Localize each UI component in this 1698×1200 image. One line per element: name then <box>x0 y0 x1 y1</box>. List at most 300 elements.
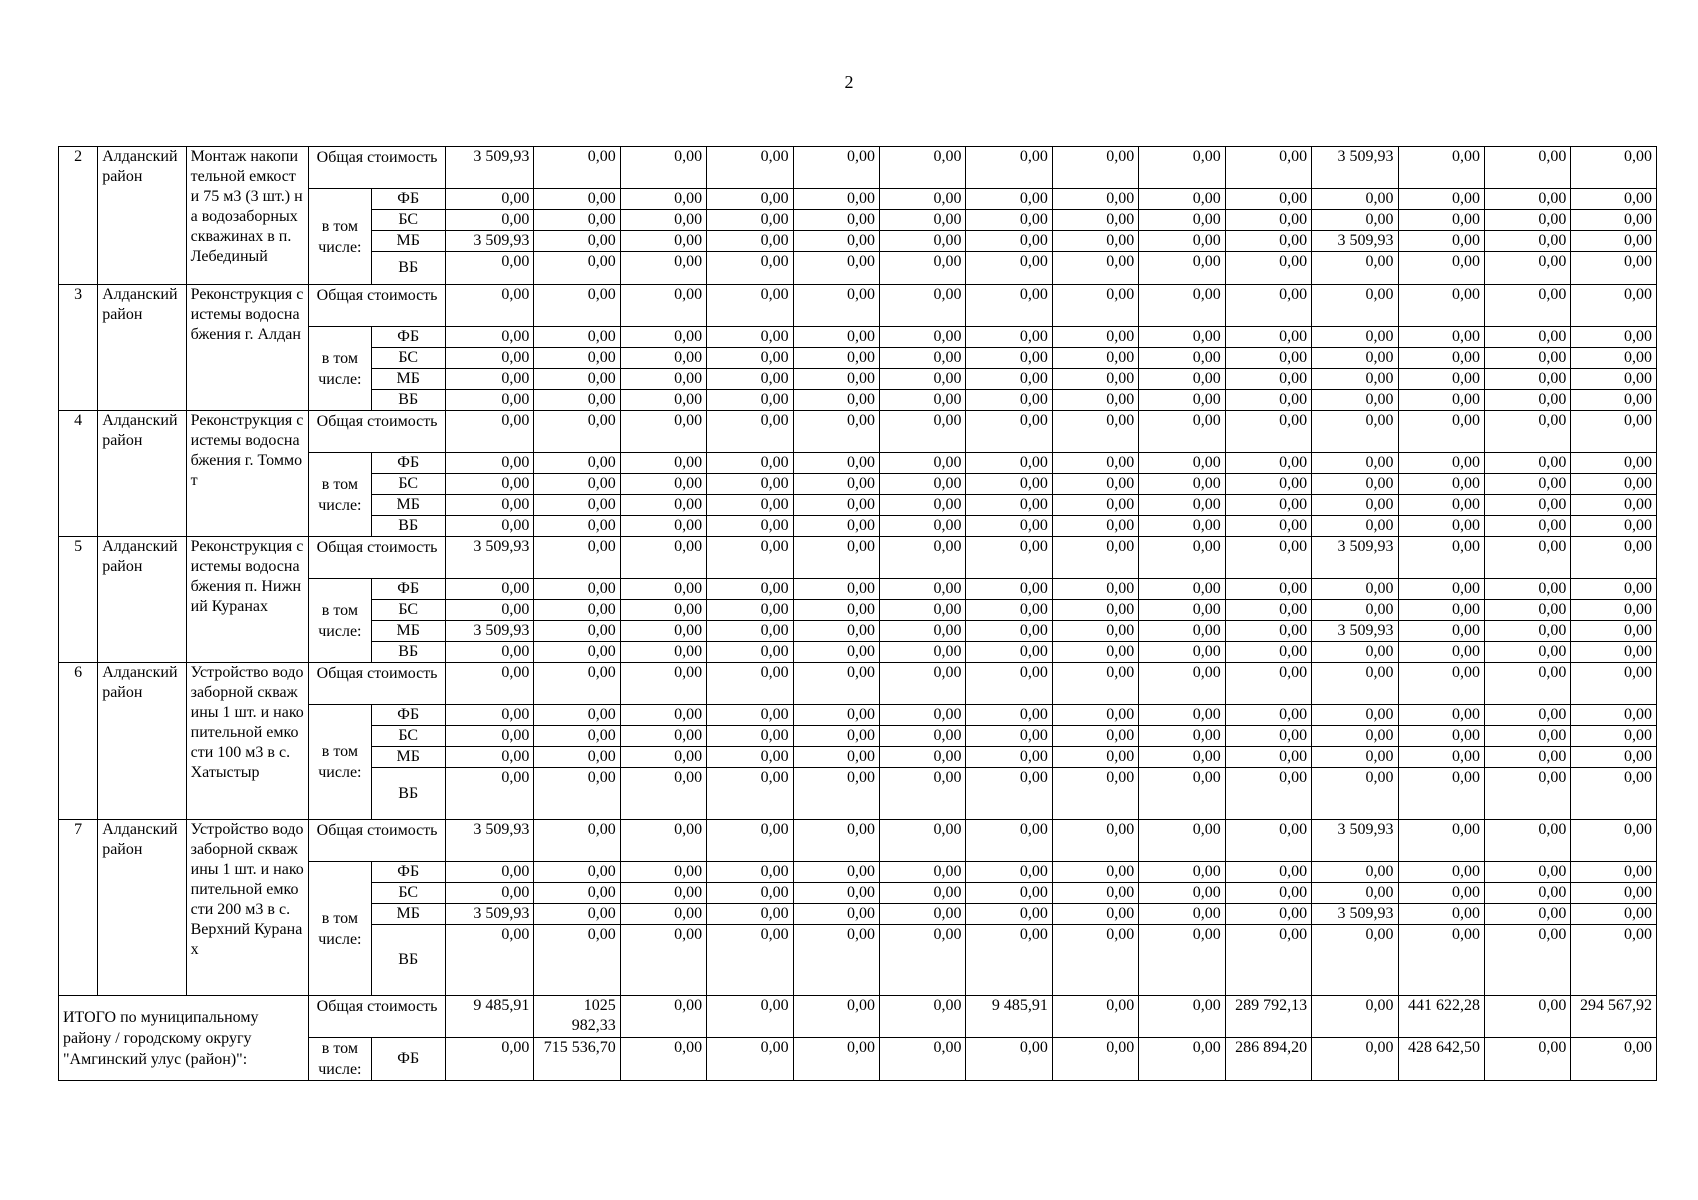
value-cell: 0,00 <box>966 579 1052 600</box>
value-cell: 0,00 <box>880 996 966 1038</box>
value-cell: 0,00 <box>1139 579 1225 600</box>
value-cell: 0,00 <box>1484 390 1570 411</box>
value-cell: 0,00 <box>1484 147 1570 189</box>
value-cell: 0,00 <box>1139 768 1225 820</box>
value-cell: 0,00 <box>1484 621 1570 642</box>
value-cell: 0,00 <box>1225 768 1311 820</box>
value-cell: 0,00 <box>966 642 1052 663</box>
value-cell: 0,00 <box>445 453 533 474</box>
value-cell: 0,00 <box>1139 621 1225 642</box>
value-cell: 0,00 <box>1052 1038 1138 1081</box>
value-cell: 0,00 <box>1225 642 1311 663</box>
value-cell: 3 509,93 <box>445 537 533 579</box>
value-cell: 0,00 <box>445 411 533 453</box>
value-cell: 0,00 <box>1225 747 1311 768</box>
value-cell: 0,00 <box>707 705 793 726</box>
value-cell: 715 536,70 <box>534 1038 620 1081</box>
value-cell: 0,00 <box>1571 1038 1657 1081</box>
value-cell: 0,00 <box>1139 453 1225 474</box>
value-cell: 0,00 <box>1139 820 1225 862</box>
value-cell: 0,00 <box>620 925 706 996</box>
value-cell: 0,00 <box>1571 495 1657 516</box>
source-label: МБ <box>371 231 445 252</box>
value-cell: 0,00 <box>1312 600 1398 621</box>
value-cell: 0,00 <box>1052 147 1138 189</box>
value-cell: 0,00 <box>966 621 1052 642</box>
source-label: ВБ <box>371 252 445 285</box>
value-cell: 0,00 <box>620 285 706 327</box>
row-number: 7 <box>59 820 98 996</box>
including-label: в том числе: <box>309 189 371 285</box>
value-cell: 0,00 <box>620 600 706 621</box>
value-cell: 0,00 <box>1312 768 1398 820</box>
source-label: МБ <box>371 495 445 516</box>
value-cell: 0,00 <box>793 369 879 390</box>
value-cell: 0,00 <box>445 348 533 369</box>
page-number: 2 <box>844 72 854 92</box>
value-cell: 0,00 <box>880 369 966 390</box>
value-cell: 0,00 <box>1398 210 1484 231</box>
value-cell: 9 485,91 <box>966 996 1052 1038</box>
value-cell: 0,00 <box>1484 726 1570 747</box>
value-cell: 0,00 <box>445 189 533 210</box>
value-cell: 1025 982,33 <box>534 996 620 1038</box>
value-cell: 0,00 <box>1571 390 1657 411</box>
value-cell: 0,00 <box>966 862 1052 883</box>
source-label: МБ <box>371 904 445 925</box>
source-label: ВБ <box>371 390 445 411</box>
value-cell: 0,00 <box>1312 705 1398 726</box>
value-cell: 0,00 <box>1398 147 1484 189</box>
value-cell: 0,00 <box>1139 369 1225 390</box>
value-cell: 0,00 <box>445 726 533 747</box>
value-cell: 0,00 <box>793 495 879 516</box>
value-cell: 0,00 <box>1484 285 1570 327</box>
value-cell: 0,00 <box>966 147 1052 189</box>
value-cell: 0,00 <box>707 231 793 252</box>
value-cell: 0,00 <box>880 348 966 369</box>
value-cell: 0,00 <box>1052 411 1138 453</box>
value-cell: 0,00 <box>620 231 706 252</box>
value-cell: 0,00 <box>707 925 793 996</box>
value-cell: 0,00 <box>1225 904 1311 925</box>
value-cell: 0,00 <box>1052 663 1138 705</box>
value-cell: 0,00 <box>534 642 620 663</box>
source-label: ФБ <box>371 1038 445 1081</box>
value-cell: 0,00 <box>1398 747 1484 768</box>
value-cell: 0,00 <box>707 820 793 862</box>
value-cell: 0,00 <box>1312 996 1398 1038</box>
value-cell: 0,00 <box>1312 369 1398 390</box>
source-label: ФБ <box>371 327 445 348</box>
value-cell: 0,00 <box>880 453 966 474</box>
value-cell: 0,00 <box>620 642 706 663</box>
including-label: в том числе: <box>309 579 371 663</box>
value-cell: 0,00 <box>620 663 706 705</box>
value-cell: 0,00 <box>1139 726 1225 747</box>
value-cell: 0,00 <box>1484 453 1570 474</box>
value-cell: 0,00 <box>620 747 706 768</box>
value-cell: 0,00 <box>1312 348 1398 369</box>
value-cell: 0,00 <box>1225 252 1311 285</box>
value-cell: 0,00 <box>620 495 706 516</box>
value-cell: 0,00 <box>1225 231 1311 252</box>
value-cell: 0,00 <box>1484 862 1570 883</box>
value-cell: 0,00 <box>707 747 793 768</box>
value-cell: 0,00 <box>1571 210 1657 231</box>
value-cell: 0,00 <box>966 495 1052 516</box>
value-cell: 0,00 <box>1225 579 1311 600</box>
value-cell: 0,00 <box>966 820 1052 862</box>
value-cell: 0,00 <box>1139 189 1225 210</box>
value-cell: 0,00 <box>620 579 706 600</box>
value-cell: 0,00 <box>707 348 793 369</box>
value-cell: 0,00 <box>1398 600 1484 621</box>
value-cell: 0,00 <box>707 663 793 705</box>
value-cell: 0,00 <box>1052 231 1138 252</box>
value-cell: 0,00 <box>1484 231 1570 252</box>
value-cell: 0,00 <box>534 348 620 369</box>
value-cell: 0,00 <box>793 327 879 348</box>
value-cell: 0,00 <box>1484 642 1570 663</box>
value-cell: 0,00 <box>707 1038 793 1081</box>
value-cell: 0,00 <box>707 390 793 411</box>
value-cell: 0,00 <box>1312 579 1398 600</box>
value-cell: 0,00 <box>1312 210 1398 231</box>
value-cell: 0,00 <box>1052 925 1138 996</box>
value-cell: 0,00 <box>1139 996 1225 1038</box>
value-cell: 0,00 <box>707 516 793 537</box>
value-cell: 0,00 <box>445 369 533 390</box>
value-cell: 0,00 <box>1052 495 1138 516</box>
source-label: ВБ <box>371 925 445 996</box>
source-label: БС <box>371 210 445 231</box>
value-cell: 0,00 <box>707 600 793 621</box>
value-cell: 0,00 <box>1139 925 1225 996</box>
project-name: Реконструкция системы водоснабжения п. Нижний Куранах <box>186 537 309 663</box>
value-cell: 441 622,28 <box>1398 996 1484 1038</box>
value-cell: 0,00 <box>1398 390 1484 411</box>
value-cell: 0,00 <box>1312 495 1398 516</box>
value-cell: 0,00 <box>1571 663 1657 705</box>
value-cell: 0,00 <box>880 231 966 252</box>
value-cell: 0,00 <box>966 285 1052 327</box>
total-cost-label: Общая стоимость <box>309 411 446 453</box>
value-cell: 0,00 <box>1052 747 1138 768</box>
value-cell: 0,00 <box>1571 252 1657 285</box>
value-cell: 0,00 <box>534 768 620 820</box>
value-cell: 0,00 <box>707 537 793 579</box>
value-cell: 0,00 <box>966 904 1052 925</box>
value-cell: 0,00 <box>1484 883 1570 904</box>
value-cell: 0,00 <box>1225 820 1311 862</box>
value-cell: 0,00 <box>1312 189 1398 210</box>
value-cell: 0,00 <box>445 579 533 600</box>
project-name: Реконструкция системы водоснабжения г. Томмот <box>186 411 309 537</box>
value-cell: 0,00 <box>880 390 966 411</box>
value-cell: 0,00 <box>1312 390 1398 411</box>
value-cell: 0,00 <box>880 252 966 285</box>
value-cell: 0,00 <box>534 411 620 453</box>
value-cell: 0,00 <box>1484 369 1570 390</box>
value-cell: 0,00 <box>1052 883 1138 904</box>
value-cell: 0,00 <box>1484 925 1570 996</box>
value-cell: 0,00 <box>1571 348 1657 369</box>
value-cell: 0,00 <box>445 516 533 537</box>
total-cost-label: Общая стоимость <box>309 537 446 579</box>
value-cell: 0,00 <box>1484 1038 1570 1081</box>
value-cell: 0,00 <box>1484 516 1570 537</box>
value-cell: 3 509,93 <box>445 621 533 642</box>
value-cell: 0,00 <box>1571 862 1657 883</box>
value-cell: 0,00 <box>1225 516 1311 537</box>
value-cell: 0,00 <box>1398 705 1484 726</box>
including-label: в том числе: <box>309 327 371 411</box>
value-cell: 0,00 <box>534 820 620 862</box>
value-cell: 0,00 <box>534 369 620 390</box>
value-cell: 0,00 <box>880 904 966 925</box>
value-cell: 0,00 <box>1571 642 1657 663</box>
value-cell: 0,00 <box>1484 705 1570 726</box>
value-cell: 0,00 <box>1139 705 1225 726</box>
value-cell: 0,00 <box>880 642 966 663</box>
value-cell: 0,00 <box>534 453 620 474</box>
including-label: в том числе: <box>309 1038 371 1081</box>
value-cell: 0,00 <box>620 726 706 747</box>
value-cell: 0,00 <box>793 147 879 189</box>
district-name: Алданский район <box>98 537 186 663</box>
value-cell: 0,00 <box>1312 453 1398 474</box>
value-cell: 0,00 <box>880 663 966 705</box>
value-cell: 0,00 <box>880 600 966 621</box>
value-cell: 0,00 <box>1225 189 1311 210</box>
value-cell: 0,00 <box>620 537 706 579</box>
value-cell: 0,00 <box>1571 579 1657 600</box>
value-cell: 0,00 <box>1139 285 1225 327</box>
table-row <box>59 147 1657 189</box>
value-cell: 0,00 <box>534 516 620 537</box>
value-cell: 0,00 <box>880 189 966 210</box>
district-name: Алданский район <box>98 285 186 411</box>
value-cell: 0,00 <box>966 705 1052 726</box>
value-cell: 0,00 <box>620 390 706 411</box>
value-cell: 0,00 <box>1398 820 1484 862</box>
value-cell: 0,00 <box>793 285 879 327</box>
value-cell: 0,00 <box>445 252 533 285</box>
value-cell: 0,00 <box>793 705 879 726</box>
value-cell: 0,00 <box>880 516 966 537</box>
value-cell: 0,00 <box>1225 390 1311 411</box>
value-cell: 0,00 <box>1571 147 1657 189</box>
value-cell: 0,00 <box>880 1038 966 1081</box>
value-cell: 0,00 <box>620 210 706 231</box>
value-cell: 0,00 <box>1571 621 1657 642</box>
value-cell: 0,00 <box>793 1038 879 1081</box>
value-cell: 0,00 <box>793 390 879 411</box>
total-cost-label: Общая стоимость <box>309 285 446 327</box>
value-cell: 0,00 <box>793 621 879 642</box>
value-cell: 0,00 <box>707 726 793 747</box>
source-label: МБ <box>371 747 445 768</box>
value-cell: 0,00 <box>1484 820 1570 862</box>
value-cell: 0,00 <box>534 747 620 768</box>
value-cell: 0,00 <box>966 1038 1052 1081</box>
value-cell: 0,00 <box>1484 210 1570 231</box>
value-cell: 0,00 <box>793 642 879 663</box>
value-cell: 0,00 <box>1139 862 1225 883</box>
value-cell: 0,00 <box>1139 147 1225 189</box>
value-cell: 0,00 <box>1139 904 1225 925</box>
source-label: МБ <box>371 621 445 642</box>
value-cell: 0,00 <box>620 189 706 210</box>
value-cell: 0,00 <box>1571 904 1657 925</box>
value-cell: 0,00 <box>966 348 1052 369</box>
value-cell: 0,00 <box>1484 768 1570 820</box>
value-cell: 0,00 <box>1225 411 1311 453</box>
table-row <box>59 411 1657 453</box>
value-cell: 0,00 <box>966 453 1052 474</box>
value-cell: 0,00 <box>620 621 706 642</box>
value-cell: 0,00 <box>445 600 533 621</box>
value-cell: 0,00 <box>707 147 793 189</box>
value-cell: 0,00 <box>1225 726 1311 747</box>
row-number: 6 <box>59 663 98 820</box>
value-cell: 0,00 <box>966 369 1052 390</box>
value-cell: 0,00 <box>1398 663 1484 705</box>
budget-table <box>58 146 1657 1081</box>
value-cell: 0,00 <box>1312 925 1398 996</box>
value-cell: 3 509,93 <box>1312 621 1398 642</box>
row-number: 2 <box>59 147 98 285</box>
value-cell: 0,00 <box>1052 189 1138 210</box>
value-cell: 0,00 <box>880 147 966 189</box>
value-cell: 0,00 <box>445 747 533 768</box>
value-cell: 0,00 <box>966 327 1052 348</box>
project-name: Реконструкция системы водоснабжения г. Алдан <box>186 285 309 411</box>
value-cell: 0,00 <box>1484 411 1570 453</box>
value-cell: 0,00 <box>880 726 966 747</box>
value-cell: 0,00 <box>620 348 706 369</box>
value-cell: 0,00 <box>966 189 1052 210</box>
value-cell: 0,00 <box>1484 537 1570 579</box>
value-cell: 0,00 <box>445 474 533 495</box>
value-cell: 0,00 <box>445 210 533 231</box>
value-cell: 0,00 <box>1139 516 1225 537</box>
value-cell: 0,00 <box>707 883 793 904</box>
value-cell: 0,00 <box>1398 925 1484 996</box>
value-cell: 0,00 <box>1139 495 1225 516</box>
value-cell: 0,00 <box>793 252 879 285</box>
value-cell: 0,00 <box>1571 925 1657 996</box>
value-cell: 0,00 <box>1484 747 1570 768</box>
value-cell: 0,00 <box>707 768 793 820</box>
value-cell: 0,00 <box>1571 820 1657 862</box>
value-cell: 0,00 <box>966 925 1052 996</box>
value-cell: 0,00 <box>880 862 966 883</box>
value-cell: 3 509,93 <box>445 147 533 189</box>
value-cell: 0,00 <box>445 663 533 705</box>
value-cell: 0,00 <box>445 327 533 348</box>
value-cell: 0,00 <box>1139 663 1225 705</box>
value-cell: 0,00 <box>1052 621 1138 642</box>
value-cell: 0,00 <box>1571 537 1657 579</box>
value-cell: 0,00 <box>966 411 1052 453</box>
value-cell: 0,00 <box>793 210 879 231</box>
value-cell: 0,00 <box>534 579 620 600</box>
value-cell: 0,00 <box>880 747 966 768</box>
value-cell: 0,00 <box>1052 537 1138 579</box>
row-number: 4 <box>59 411 98 537</box>
value-cell: 0,00 <box>966 231 1052 252</box>
value-cell: 0,00 <box>707 579 793 600</box>
value-cell: 0,00 <box>620 820 706 862</box>
source-label: ФБ <box>371 189 445 210</box>
value-cell: 0,00 <box>707 862 793 883</box>
value-cell: 0,00 <box>620 883 706 904</box>
value-cell: 0,00 <box>1398 726 1484 747</box>
value-cell: 0,00 <box>1312 252 1398 285</box>
value-cell: 0,00 <box>1571 768 1657 820</box>
value-cell: 0,00 <box>1571 747 1657 768</box>
value-cell: 0,00 <box>1312 327 1398 348</box>
value-cell: 3 509,93 <box>1312 904 1398 925</box>
row-number: 3 <box>59 285 98 411</box>
value-cell: 0,00 <box>793 904 879 925</box>
value-cell: 0,00 <box>793 925 879 996</box>
value-cell: 0,00 <box>880 705 966 726</box>
value-cell: 0,00 <box>1312 285 1398 327</box>
value-cell: 3 509,93 <box>1312 537 1398 579</box>
value-cell: 0,00 <box>1139 883 1225 904</box>
value-cell: 0,00 <box>1052 768 1138 820</box>
value-cell: 0,00 <box>707 453 793 474</box>
total-cost-label: Общая стоимость <box>309 147 446 189</box>
value-cell: 0,00 <box>1052 904 1138 925</box>
value-cell: 0,00 <box>620 474 706 495</box>
value-cell: 0,00 <box>445 768 533 820</box>
value-cell: 0,00 <box>707 495 793 516</box>
value-cell: 0,00 <box>1398 862 1484 883</box>
value-cell: 0,00 <box>1052 516 1138 537</box>
value-cell: 0,00 <box>1398 327 1484 348</box>
value-cell: 0,00 <box>707 474 793 495</box>
value-cell: 0,00 <box>1225 883 1311 904</box>
value-cell: 289 792,13 <box>1225 996 1311 1038</box>
value-cell: 0,00 <box>880 411 966 453</box>
value-cell: 0,00 <box>793 883 879 904</box>
value-cell: 0,00 <box>793 768 879 820</box>
value-cell: 0,00 <box>966 600 1052 621</box>
value-cell: 0,00 <box>1484 348 1570 369</box>
district-name: Алданский район <box>98 820 186 996</box>
value-cell: 0,00 <box>620 705 706 726</box>
total-cost-label: Общая стоимость <box>309 996 446 1038</box>
value-cell: 0,00 <box>1139 474 1225 495</box>
value-cell: 0,00 <box>534 495 620 516</box>
value-cell: 0,00 <box>1312 1038 1398 1081</box>
value-cell: 0,00 <box>620 904 706 925</box>
value-cell: 0,00 <box>1571 474 1657 495</box>
value-cell: 0,00 <box>1571 285 1657 327</box>
value-cell: 0,00 <box>793 820 879 862</box>
value-cell: 0,00 <box>880 327 966 348</box>
value-cell: 0,00 <box>707 252 793 285</box>
source-label: ВБ <box>371 642 445 663</box>
value-cell: 0,00 <box>966 747 1052 768</box>
value-cell: 0,00 <box>534 904 620 925</box>
value-cell: 0,00 <box>1052 327 1138 348</box>
value-cell: 0,00 <box>966 726 1052 747</box>
